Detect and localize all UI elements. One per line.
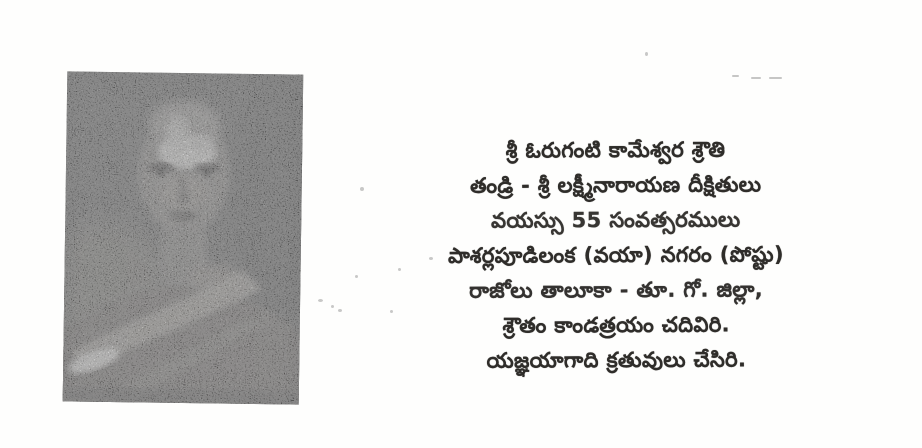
bio-line-study: శ్రౌతం కాండత్రయం చదివిరి. xyxy=(502,312,731,338)
scan-speck xyxy=(318,299,323,302)
portrait-photo-image xyxy=(63,71,304,404)
bio-line-village: పాశర్లపూడిలంక (వయా) నగరం (పోష్టు) xyxy=(448,242,784,268)
scan-speck xyxy=(645,52,648,56)
portrait-photo xyxy=(63,71,304,404)
scan-speck xyxy=(360,187,364,191)
scan-speck xyxy=(355,275,358,278)
bio-line-taluk: రాజోలు తాలూకా - తూ. గో. జిల్లా, xyxy=(469,277,764,303)
bio-line-name: శ్రీ ఓరుగంటి కామేశ్వర శ్రౌతి xyxy=(505,137,726,163)
scan-dash xyxy=(732,75,739,77)
scan-dash xyxy=(751,77,761,79)
scan-speck xyxy=(338,309,342,312)
bio-line-rituals: యజ్ఞయాగాది క్రతువులు చేసిరి. xyxy=(486,347,747,373)
scan-dash xyxy=(769,77,782,79)
bio-text-block xyxy=(412,132,819,379)
bio-line-father: తండ్రి - శ్రీ లక్ష్మీనారాయణ దీక్షితులు xyxy=(469,172,762,198)
scan-speck xyxy=(398,268,401,271)
scan-speck xyxy=(390,310,393,313)
scan-speck xyxy=(429,257,433,260)
scan-speck xyxy=(331,305,334,308)
bio-line-age: వయస్సు 55 సంవత్సరములు xyxy=(491,207,741,233)
